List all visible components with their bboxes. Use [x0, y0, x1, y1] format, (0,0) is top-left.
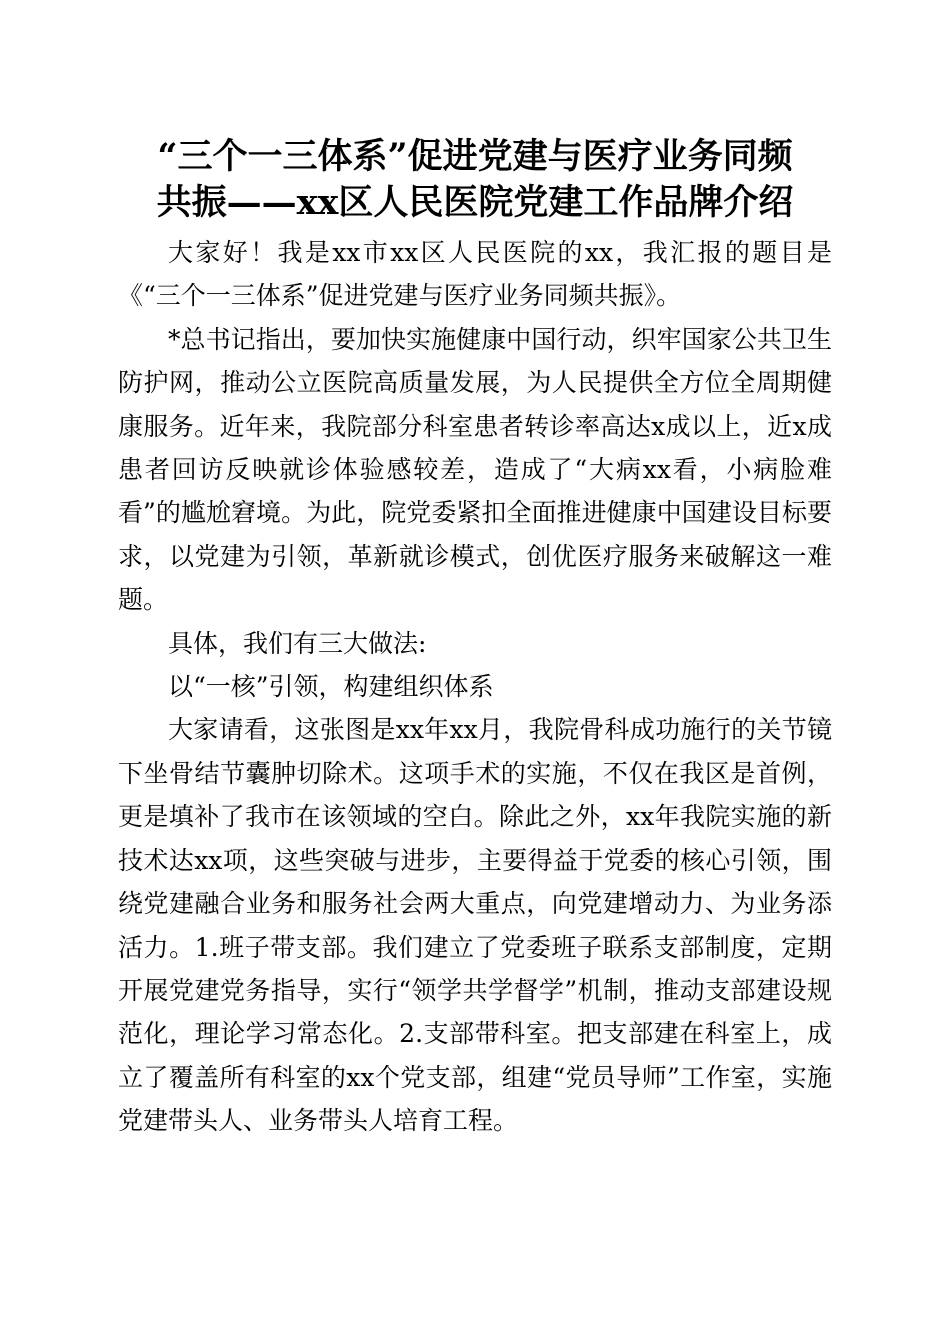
document-body [118, 231, 832, 1143]
paragraph-greeting: 大家好！我是xx市xx区人民医院的xx，我汇报的题目是《“三个一三体系”促进党建与医疗业务同频共振》。 [118, 238, 832, 311]
title-line-1: “三个一三体系”促进党建与医疗业务同频 [157, 136, 793, 177]
title-line-2: 共振——xx区人民医院党建工作品牌介绍 [156, 182, 794, 223]
paragraph-one-core-detail: 大家请看，这张图是xx年xx月，我院骨科成功施行的关节镜下坐骨结节囊肿切除术。这项手术的实施，不仅在我区是首例，更是填补了我市在该领域的空白。除此之外，xx年我院实施的新技术达xx项，这些突破与进步，主要得益于党委的核心引领，围绕党建融合业务和服务社会两大重点，向党建增动力、为业务添活力。1.班子带支部。我们建立了党委班子联系支部制度，定期开展党建党务指导，实行“领学共学督学”机制，推动支部建设规范化，理论学习常态化。2.支部带科室。把支部建在科室上，成立了覆盖所有科室的xx个党支部，组建“党员导师”工作室，实施党建带头人、业务带头人培育工程。 [118, 715, 832, 1136]
paragraph-background: *总书记指出，要加快实施健康中国行动，织牢国家公共卫生防护网，推动公立医院高质量发展，为人民提供全方位全周期健康服务。近年来，我院部分科室患者转诊率高达x成以上，近x成患者回访反映就诊体验感较差，造成了“大病xx看，小病脸难看”的尴尬窘境。为此，院党委紧扣全面推进健康中国建设目标要求，以党建为引领，革新就诊模式，创优医疗服务来破解这一难题。 [118, 324, 832, 615]
section-heading-one-core: 以“一核”引领，构建组织体系 [168, 672, 494, 702]
paragraph-approaches-intro: 具体，我们有三大做法: [168, 628, 427, 658]
document-title [118, 134, 832, 226]
